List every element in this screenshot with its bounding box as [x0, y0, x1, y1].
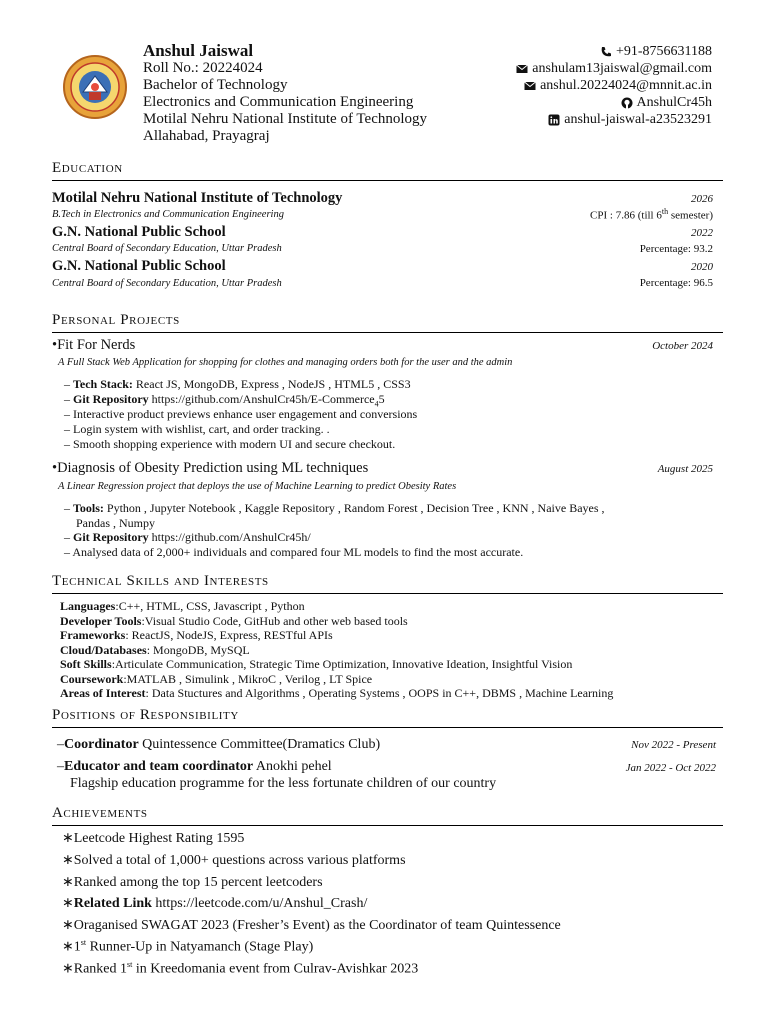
achievements-heading: Achievements — [52, 805, 148, 821]
section-divider — [52, 825, 723, 826]
github-icon — [621, 97, 633, 109]
stack-text: React JS, MongoDB, Express , NodeJS , HTML5 , CSS3 — [132, 377, 411, 391]
phone-text: +91-8756631188 — [615, 44, 712, 59]
skill-row-databases — [60, 643, 250, 658]
repo-link[interactable]: https://github.com/AnshulCr45h/E-Commerce — [148, 392, 375, 406]
project-title-1: •Fit For Nerds — [52, 337, 136, 353]
position-1: –Coordinator Quintessence Committee(Dramatics Club) — [57, 737, 381, 752]
skill-label: Developer Tools — [60, 614, 142, 628]
phone-icon — [600, 46, 612, 58]
achievement-sup: st — [127, 960, 133, 969]
repo-sub: 4 — [374, 399, 379, 409]
project-date-2: August 2025 — [657, 463, 713, 475]
education-school-3: G.N. National Public School — [52, 258, 226, 274]
repo-label: Git Repository — [73, 530, 149, 544]
education-detail-2: Central Board of Secondary Education, Uttar Pradesh — [52, 243, 282, 254]
position-role: Educator and team coordinator — [64, 759, 254, 774]
skill-row-soft — [60, 657, 572, 672]
education-year-3: 2020 — [691, 261, 713, 273]
achievement-1: ∗Leetcode Highest Rating 1595 — [62, 831, 245, 846]
education-score-3: Percentage: 96.5 — [639, 277, 713, 289]
project-1-bullet-4: – Login system with wishlist, cart, and order tracking. . — [64, 422, 330, 436]
position-date-1: Nov 2022 - Present — [631, 739, 716, 751]
achievement-text-end: Runner-Up in Natyamanch (Stage Play) — [86, 939, 314, 955]
skill-row-tools — [60, 614, 408, 629]
email-text-1: anshulam13jaiswal@gmail.com — [532, 61, 712, 76]
score-sup: th — [661, 207, 669, 216]
section-divider — [52, 180, 723, 181]
skill-row-interests — [60, 686, 613, 701]
branch: Electronics and Communication Engineering — [143, 94, 414, 110]
achievement-6 — [62, 938, 313, 956]
roll-number: Roll No.: 20224024 — [143, 60, 263, 76]
education-year-2: 2022 — [691, 227, 713, 239]
repo-label: Git Repository — [73, 392, 149, 406]
skill-row-coursework — [60, 672, 372, 687]
skill-row-frameworks — [60, 628, 333, 643]
institute-logo — [62, 54, 128, 120]
position-org: Anokhi pehel — [253, 759, 332, 774]
achievement-7 — [62, 960, 418, 978]
achievement-5: ∗Oraganised SWAGAT 2023 (Fresher’s Event) as the Coordinator of team Quintessence — [62, 918, 561, 933]
achievement-sup: st — [80, 938, 87, 947]
github-text: AnshulCr45h — [636, 95, 712, 110]
tools-text: Python , Jupyter Notebook , Kaggle Repository , Random Forest , Decision Tree , KNN , Naive Bayes , — [103, 501, 605, 515]
project-1-bullet-3: – Interactive product previews enhance user engagement and conversions — [64, 407, 418, 421]
education-detail-1: B.Tech in Electronics and Communication Engineering — [52, 209, 284, 220]
tools-label: Tools: — [73, 501, 104, 515]
candidate-name: Anshul Jaiswal — [143, 41, 254, 60]
project-1-bullet-repo[interactable]: – Git Repository https://github.com/AnshulCr45h/E-Commerce$_4$5 — [64, 392, 385, 409]
project-1-bullet-stack: – Tech Stack: React JS, MongoDB, Express , NodeJS , HTML5 , CSS3 — [64, 377, 411, 391]
position-2-desc: Flagship education programme for the less fortunate children of our country — [70, 776, 497, 791]
skill-label: Cloud/Databases — [60, 643, 147, 657]
project-desc-1: A Full Stack Web Application for shopping for clothes and managing orders both for the user and the admin — [58, 357, 513, 368]
project-title-2: •Diagnosis of Obesity Prediction using ML techniques — [52, 460, 369, 476]
education-heading: Education — [52, 160, 123, 176]
position-2: –Educator and team coordinator Anokhi pehel — [57, 759, 332, 774]
email-text-2: anshul.20224024@mnnit.ac.in — [540, 78, 712, 93]
projects-heading: Personal Projects — [52, 312, 180, 328]
link-label: Related Link — [73, 896, 152, 911]
project-date-1: October 2024 — [652, 340, 713, 352]
email-contact-1[interactable] — [516, 60, 712, 77]
degree: Bachelor of Technology — [143, 77, 288, 93]
position-date-2: Jan 2022 - Oct 2022 — [625, 762, 716, 774]
skill-value: :C++, HTML, CSS, Javascript , Python — [115, 599, 305, 613]
skill-label: Areas of Interest — [60, 686, 146, 700]
skill-value: : ReactJS, NodeJS, Express, RESTful APIs — [125, 628, 333, 642]
github-contact[interactable] — [621, 94, 712, 111]
leetcode-link[interactable]: https://leetcode.com/u/Anshul_Crash/ — [151, 896, 368, 911]
skill-label: Languages — [60, 599, 116, 613]
repo-link-end: 5 — [378, 392, 385, 406]
skill-value: : MongoDB, MySQL — [146, 643, 250, 657]
skill-label: Soft Skills — [60, 657, 112, 671]
section-divider — [52, 332, 723, 333]
skill-value: : Data Stuctures and Algorithms , Operating Systems , OOPS in C++, DBMS , Machine Learning — [145, 686, 614, 700]
project-1-bullet-5: – Smooth shopping experience with modern UI and secure checkout. — [64, 437, 396, 451]
section-divider — [52, 593, 723, 594]
phone-contact[interactable] — [600, 43, 712, 60]
skill-value: :Visual Studio Code, GitHub and other web based tools — [141, 614, 408, 628]
envelope-icon — [524, 80, 536, 92]
score-text-end: semester) — [668, 209, 713, 222]
stack-label: Tech Stack: — [73, 377, 133, 391]
skill-row-languages — [60, 599, 305, 614]
education-score-1 — [590, 207, 713, 222]
section-divider — [52, 727, 723, 728]
positions-heading: Positions of Responsibility — [52, 707, 239, 723]
email-contact-2[interactable] — [524, 77, 712, 94]
institute: Motilal Nehru National Institute of Technology — [143, 111, 428, 127]
education-detail-3: Central Board of Secondary Education, Uttar Pradesh — [52, 278, 282, 289]
achievement-2: ∗Solved a total of 1,000+ questions across various platforms — [62, 853, 406, 868]
achievement-3: ∗Ranked among the top 15 percent leetcoders — [62, 875, 323, 890]
repo-link[interactable]: https://github.com/AnshulCr45h/ — [148, 530, 311, 544]
education-school-2: G.N. National Public School — [52, 224, 226, 240]
position-role: Coordinator — [64, 737, 139, 752]
score-text: CPI : 7.86 (till 6 — [590, 209, 662, 222]
linkedin-icon — [548, 114, 560, 126]
education-year-1: 2026 — [691, 193, 713, 205]
education-school-1: Motilal Nehru National Institute of Technology — [52, 190, 343, 206]
envelope-icon — [516, 63, 528, 75]
linkedin-text: anshul-jaiswal-a23523291 — [564, 112, 712, 127]
project-2-bullet-3: – Analysed data of 2,000+ individuals and compared four ML models to find the most accurate. — [64, 545, 524, 559]
position-org: Quintessence Committee(Dramatics Club) — [138, 737, 381, 752]
project-2-tools-cont: Pandas , Numpy — [76, 516, 155, 530]
linkedin-contact[interactable] — [548, 111, 712, 128]
skill-value: :MATLAB , Simulink , MikroC , Verilog , LT Spice — [123, 672, 373, 686]
achievement-4[interactable]: ∗Related Link https://leetcode.com/u/Anshul_Crash/ — [62, 896, 368, 911]
education-score-2: Percentage: 93.2 — [639, 243, 713, 255]
city: Allahabad, Prayagraj — [143, 128, 270, 144]
achievement-text: ∗Ranked 1 — [62, 961, 127, 977]
skill-label: Frameworks — [60, 628, 126, 642]
project-desc-2: A Linear Regression project that deploys the use of Machine Learning to predict Obesity Rates — [58, 481, 457, 492]
project-2-bullet-tools: – Tools: Python , Jupyter Notebook , Kaggle Repository , Random Forest , Decision Tree , KNN , Naive Bayes , — [64, 501, 605, 515]
skill-label: Coursework — [60, 672, 124, 686]
achievement-text: ∗1 — [62, 939, 81, 955]
skill-value: :Articulate Communication, Strategic Time Optimization, Innovative Ideation, Insightful Vision — [111, 657, 573, 671]
achievement-text-end: in Kreedomania event from Culrav-Avishkar 2023 — [132, 961, 419, 977]
skills-heading: Technical Skills and Interests — [52, 573, 269, 589]
project-2-bullet-repo[interactable]: – Git Repository https://github.com/AnshulCr45h/ — [64, 530, 311, 544]
